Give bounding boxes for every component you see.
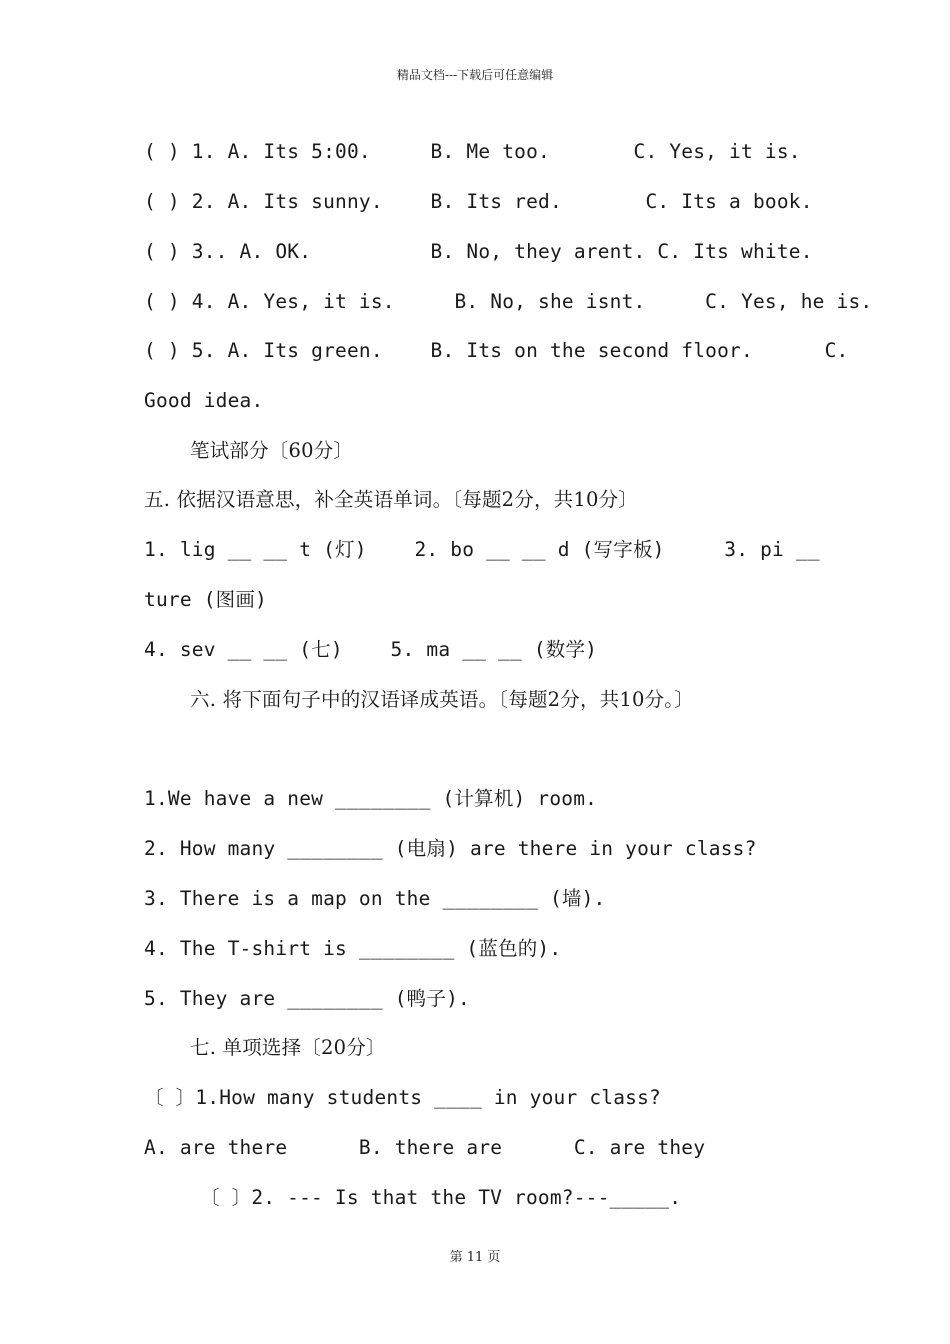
section-6-title: 六. 将下面句子中的汉语译成英语。〔每题2分，共10分。〕 [190, 688, 694, 711]
section-5-line-3: 4. sev __ __ (七) 5. ma __ __ (数学) [144, 638, 598, 661]
listening-question-3: ( ) 3.. A. OK. B. No, they arent. C. Its white. [144, 240, 813, 263]
section-6-line-5: 5. They are ________ (鸭子). [144, 987, 470, 1010]
page-number: 第 11 页 [449, 1250, 501, 1265]
section-6-line-1: 1.We have a new ________ (计算机) room. [144, 787, 598, 810]
section-7-question-2: 〔 〕2. --- Is that the TV room?---_____. [200, 1186, 682, 1209]
section-5-line-2: ture (图画) [144, 588, 267, 611]
section-6-line-4: 4. The T-shirt is ________ (蓝色的). [144, 937, 562, 960]
section-7-question-1: 〔 〕1.How many students ____ in your class? [144, 1086, 661, 1109]
section-5-title: 五. 依据汉语意思，补全英语单词。〔每题2分，共10分〕 [144, 488, 638, 511]
listening-question-1: ( ) 1. A. Its 5:00. B. Me too. C. Yes, it is. [144, 140, 801, 163]
listening-question-5-continued: Good idea. [144, 389, 264, 412]
listening-question-5: ( ) 5. A. Its green. B. Its on the second floor. C. [144, 339, 849, 362]
listening-question-2: ( ) 2. A. Its sunny. B. Its red. C. Its a book. [144, 190, 813, 213]
section-7-title: 七. 单项选择〔20分〕 [190, 1036, 386, 1059]
page-header: 精品文档---下载后可任意编辑 [396, 68, 554, 82]
section-6-line-2: 2. How many ________ (电扇) are there in your class? [144, 837, 757, 860]
section-7-question-1-options: A. are there B. there are C. are they [144, 1136, 706, 1159]
written-part-title: 笔试部分〔60分〕 [190, 439, 354, 462]
section-5-line-1: 1. lig __ __ t (灯) 2. bo __ __ d (写字板) 3. pi __ [144, 538, 820, 561]
listening-question-4: ( ) 4. A. Yes, it is. B. No, she isnt. C. Yes, he is. [144, 290, 873, 313]
section-6-line-3: 3. There is a map on the ________ (墙). [144, 887, 606, 910]
